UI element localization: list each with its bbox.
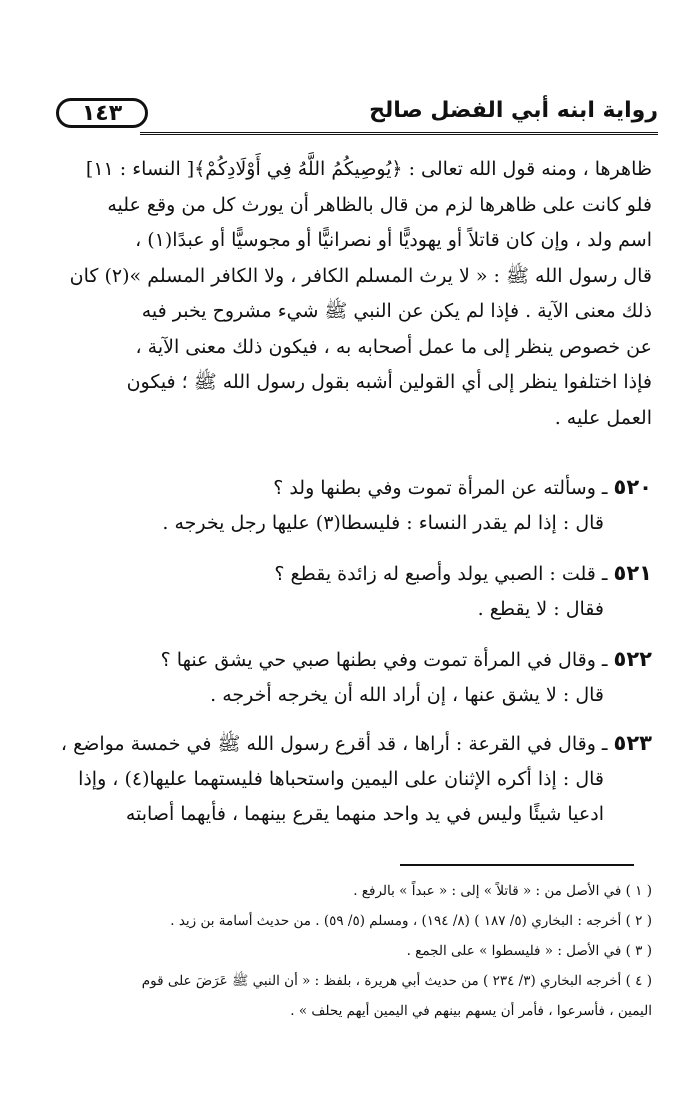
footnotes bbox=[46, 876, 652, 1026]
question-item bbox=[46, 642, 652, 713]
body-line: ظاهرها ، ومنه قول الله تعالى : ﴿يُوصِيكُمُ اللَّهُ فِي أَوْلَادِكُمْ﴾[ النساء : ١١] bbox=[85, 158, 652, 180]
footnote: اليمين ، فأسرعوا ، فأمر أن يسهم بينهم في اليمين أيهم يحلف » . bbox=[290, 1003, 652, 1019]
item-answer: قال : إذا لم يقدر النساء : فليسطا(٣) عليها رجل يخرجه . bbox=[162, 511, 604, 534]
running-title: رواية ابنه أبي الفضل صالح bbox=[369, 98, 658, 123]
item-question: ـ وسألته عن المرأة تموت وفي بطنها ولد ؟ bbox=[273, 477, 608, 499]
footnote: ( ٢ ) أخرجه : البخاري (٥/ ١٨٧ ) (٨/ ١٩٤) ، ومسلم (٥/ ٥٩) . من حديث أسامة بن زيد . bbox=[170, 913, 652, 929]
item-answer: قال : لا يشق عنها ، إن أراد الله أن يخرجه أخرجه . bbox=[210, 683, 604, 706]
item-number: ٥٢١ bbox=[613, 561, 652, 585]
question-item bbox=[46, 470, 652, 541]
item-question: ـ قلت : الصبي يولد وأصبع له زائدة يقطع ؟ bbox=[274, 563, 608, 585]
body-line: اسم ولد ، وإن كان قاتلاً أو يهوديًّا أو نصرانيًّا أو مجوسيًّا أو عبدًا(١) ، bbox=[135, 229, 652, 251]
body-line: ذلك معنى الآية . فإذا لم يكن عن النبي ﷺ شيء مشروح يخبر فيه bbox=[141, 300, 652, 322]
item-number: ٥٢٠ bbox=[613, 475, 652, 499]
body-line: فلو كانت على ظاهرها لزم من قال بالظاهر أن يورث كل من وقع عليه bbox=[107, 193, 652, 216]
item-answer: فقال : لا يقطع . bbox=[477, 597, 604, 620]
page-header bbox=[40, 96, 658, 136]
body-line: العمل عليه . bbox=[554, 406, 652, 429]
footnote: ( ٣ ) في الأصل : « فليسطوا » على الجمع . bbox=[406, 943, 652, 959]
body-line: فإذا اختلفوا ينظر إلى أي القولين أشبه بقول رسول الله ﷺ ؛ فيكون bbox=[126, 371, 652, 393]
item-question: ـ وقال في القرعة : أراها ، قد أقرع رسول الله ﷺ في خمسة مواضع ، bbox=[60, 733, 608, 755]
item-question: ـ وقال في المرأة تموت وفي بطنها صبي حي يشق عنها ؟ bbox=[160, 649, 608, 671]
footnote: ( ٤ ) أخرجه البخاري (٣/ ٢٣٤ ) من حديث أبي هريرة ، بلفظ : « أن النبي ﷺ عَرَضَ على قوم bbox=[141, 973, 652, 989]
body-line: قال رسول الله ﷺ : « لا يرث المسلم الكافر ، ولا الكافر المسلم »(٢) كان bbox=[69, 264, 652, 287]
body-paragraph bbox=[46, 152, 652, 436]
footnote-separator bbox=[400, 864, 634, 866]
question-item bbox=[46, 556, 652, 627]
body-line: عن خصوص ينظر إلى ما عمل أصحابه به ، فيكون ذلك معنى الآية ، bbox=[135, 335, 652, 358]
question-item bbox=[46, 726, 652, 833]
item-answer: ادعيا شيئًا وليس في يد واحد منهما يقرع بينهما ، فأيهما أصابته bbox=[125, 803, 604, 825]
item-number: ٥٢٣ bbox=[613, 731, 652, 755]
footnote: ( ١ ) في الأصل من : « قاتلاً » إلى : « عبداً » بالرفع . bbox=[353, 883, 652, 899]
item-number: ٥٢٢ bbox=[613, 647, 652, 671]
header-rule bbox=[140, 132, 658, 135]
item-answer: قال : إذا أكره الإثنان على اليمين واستحباها فليستهما عليها(٤) ، وإذا bbox=[78, 767, 604, 790]
page-number: ١٤٣ bbox=[56, 98, 148, 128]
